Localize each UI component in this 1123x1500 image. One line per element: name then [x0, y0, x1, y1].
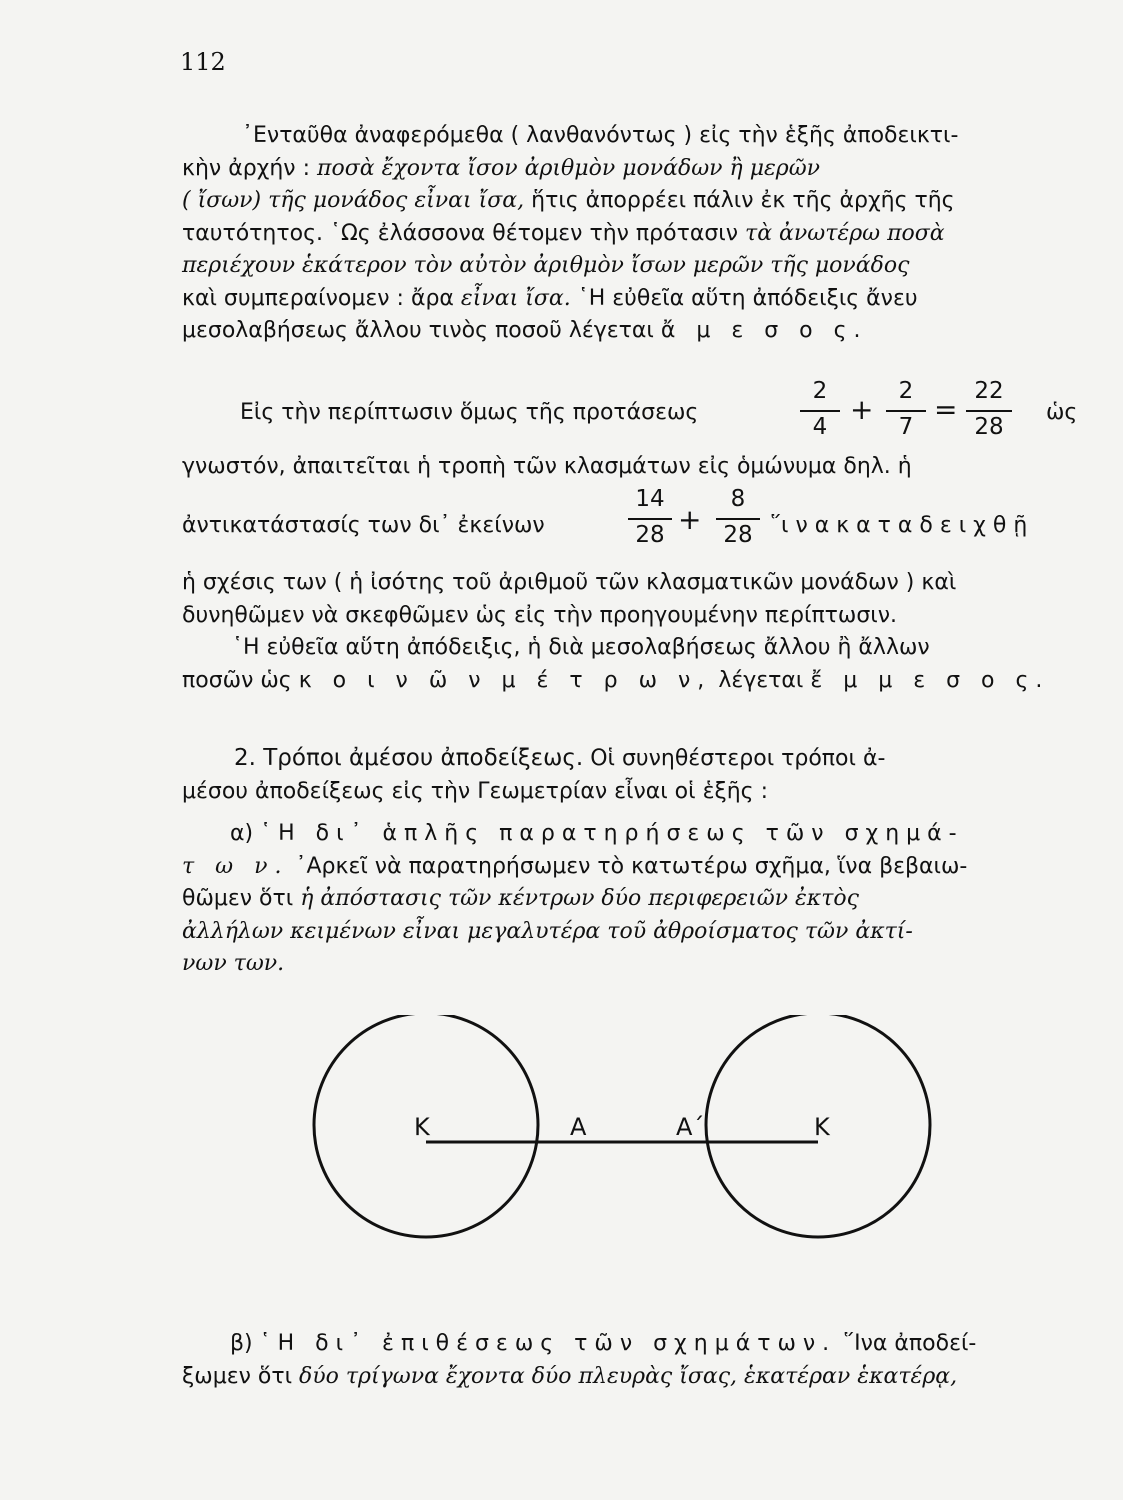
text-line: μέσου ἀποδείξεως εἰς τὴν Γεωμετρίαν εἶναι οἱ ἑξῆς :: [182, 778, 768, 804]
text-line: θῶμεν ὅτι ἡ ἀπόστασις τῶν κέντρων δύο περιφερειῶν ἐκτὸς: [182, 886, 859, 911]
text-line: ἡ σχέσις των ( ἡ ἰσότης τοῦ ἀριθμοῦ τῶν κλασματικῶν μονάδων ) καὶ: [182, 570, 957, 595]
fraction-22-28: 22 28: [966, 378, 1012, 440]
text-line: τ ω ν. ᾿Αρκεῖ νὰ παρατηρήσωμεν τὸ κατωτέρω σχῆμα, ἵνα βεβαιω-: [182, 853, 968, 879]
fraction-8-28: 8 28: [716, 486, 760, 548]
section-heading: 2. Τρόποι ἀμέσου ἀποδείξεως.: [234, 745, 584, 771]
text-line: ταυτότητος. ῾Ως ἐλάσσονα θέτομεν τὴν πρότασιν τὰ ἀνωτέρω ποσὰ: [182, 220, 945, 246]
text-line: ( ἴσων) τῆς μονάδος εἶναι ἴσα, ἥτις ἀπορρέει πάλιν ἐκ τῆς ἀρχῆς τῆς: [182, 188, 955, 213]
text-line: νων των.: [182, 951, 285, 976]
text-line: ῾Η εὐθεῖα αὕτη ἀπόδειξις, ἡ διὰ μεσολαβήσεως ἄλλου ἢ ἄλλων: [232, 635, 930, 660]
text-line: α) ῾Η δι᾿ ἁπλῆς παρατηρήσεως τῶν σχημά-: [230, 821, 964, 846]
label-point-a-prime: Α΄: [676, 1113, 705, 1141]
text-line: καὶ συμπεραίνομεν : ἄρα εἶναι ἴσα. ῾Η εὐθεῖα αὕτη ἀπόδειξις ἄνευ: [182, 285, 918, 311]
text-line: περιέχουν ἑκάτερον τὸν αὐτὸν ἀριθμὸν ἴσων μερῶν τῆς μονάδος: [182, 253, 910, 278]
paragraph-indirect-proof: [182, 632, 1072, 697]
plus-sign: +: [678, 503, 702, 536]
text-line: κὴν ἀρχήν : ποσὰ ἔχοντα ἴσον ἀριθμὸν μονάδων ἢ μερῶν: [182, 155, 821, 181]
label-point-a: Α: [570, 1113, 587, 1141]
item-label: β): [230, 1331, 253, 1356]
text-line: ᾿Ενταῦθα ἀναφερόμεθα ( λανθανόντως ) εἰς τὴν ἑξῆς ἀποδεικτι-: [242, 123, 959, 148]
fraction-2-7: 2 7: [886, 378, 926, 440]
plus-sign: +: [850, 393, 874, 426]
fraction-sentence-prefix: Εἰς τὴν περίπτωσιν ὅμως τῆς προτάσεως: [240, 400, 699, 425]
two-circles-figure: [0, 1015, 1123, 1315]
item-a: [182, 818, 1072, 981]
text-line: γνωστόν, ἀπαιτεῖται ἡ τροπὴ τῶν κλασμάτων εἰς ὁμώνυμα δηλ. ἡ: [182, 454, 912, 479]
text-line: ἀλλήλων κειμένων εἶναι μεγαλυτέρα τοῦ ἀθροίσματος τῶν ἀκτί-: [182, 918, 913, 944]
item-b: [182, 1328, 1072, 1393]
text-line: ποσῶν ὡς κ ο ι ν ῶ ν μ έ τ ρ ω ν, λέγεται ἔ μ μ ε σ ο ς.: [182, 667, 1050, 693]
text-line: β) ῾Η δι᾿ ἐπιθέσεως τῶν σχημάτων. ῞Ινα ἀποδεί-: [230, 1331, 977, 1356]
fraction-2-4: 2 4: [800, 378, 840, 440]
section-2: [182, 742, 1072, 808]
text-line: δυνηθῶμεν νὰ σκεφθῶμεν ὡς εἰς τὴν προηγουμένην περίπτωσιν.: [182, 602, 898, 628]
fraction-14-28: 14 28: [628, 486, 672, 548]
fraction-sentence-suffix: ὡς: [1046, 400, 1078, 425]
item-label: α): [230, 821, 254, 846]
paragraph-principle: [182, 120, 1072, 348]
page-number: 112: [180, 48, 226, 76]
text-line: ξωμεν ὅτι δύο τρίγωνα ἔχοντα δύο πλευρὰς ἴσας, ἑκατέραν ἑκατέρᾳ,: [182, 1363, 958, 1389]
fraction-sentence-prefix: ἀντικατάστασίς των δι᾿ ἐκείνων: [182, 513, 545, 538]
label-center-k-left: Κ: [414, 1113, 430, 1141]
fraction-sentence-suffix: ῞ι ν α κ α τ α δ ε ι χ θ ῇ: [770, 513, 1028, 538]
text-line: 2. Τρόποι ἀμέσου ἀποδείξεως. Οἱ συνηθέστεροι τρόποι ἀ-: [234, 745, 886, 771]
text-line: μεσολαβήσεως ἄλλου τινὸς ποσοῦ λέγεται ἄ μ ε σ ο ς.: [182, 318, 868, 343]
paragraph-relation: [182, 567, 1072, 632]
equals-sign: =: [934, 393, 958, 426]
label-center-k-right: Κ: [814, 1113, 830, 1141]
